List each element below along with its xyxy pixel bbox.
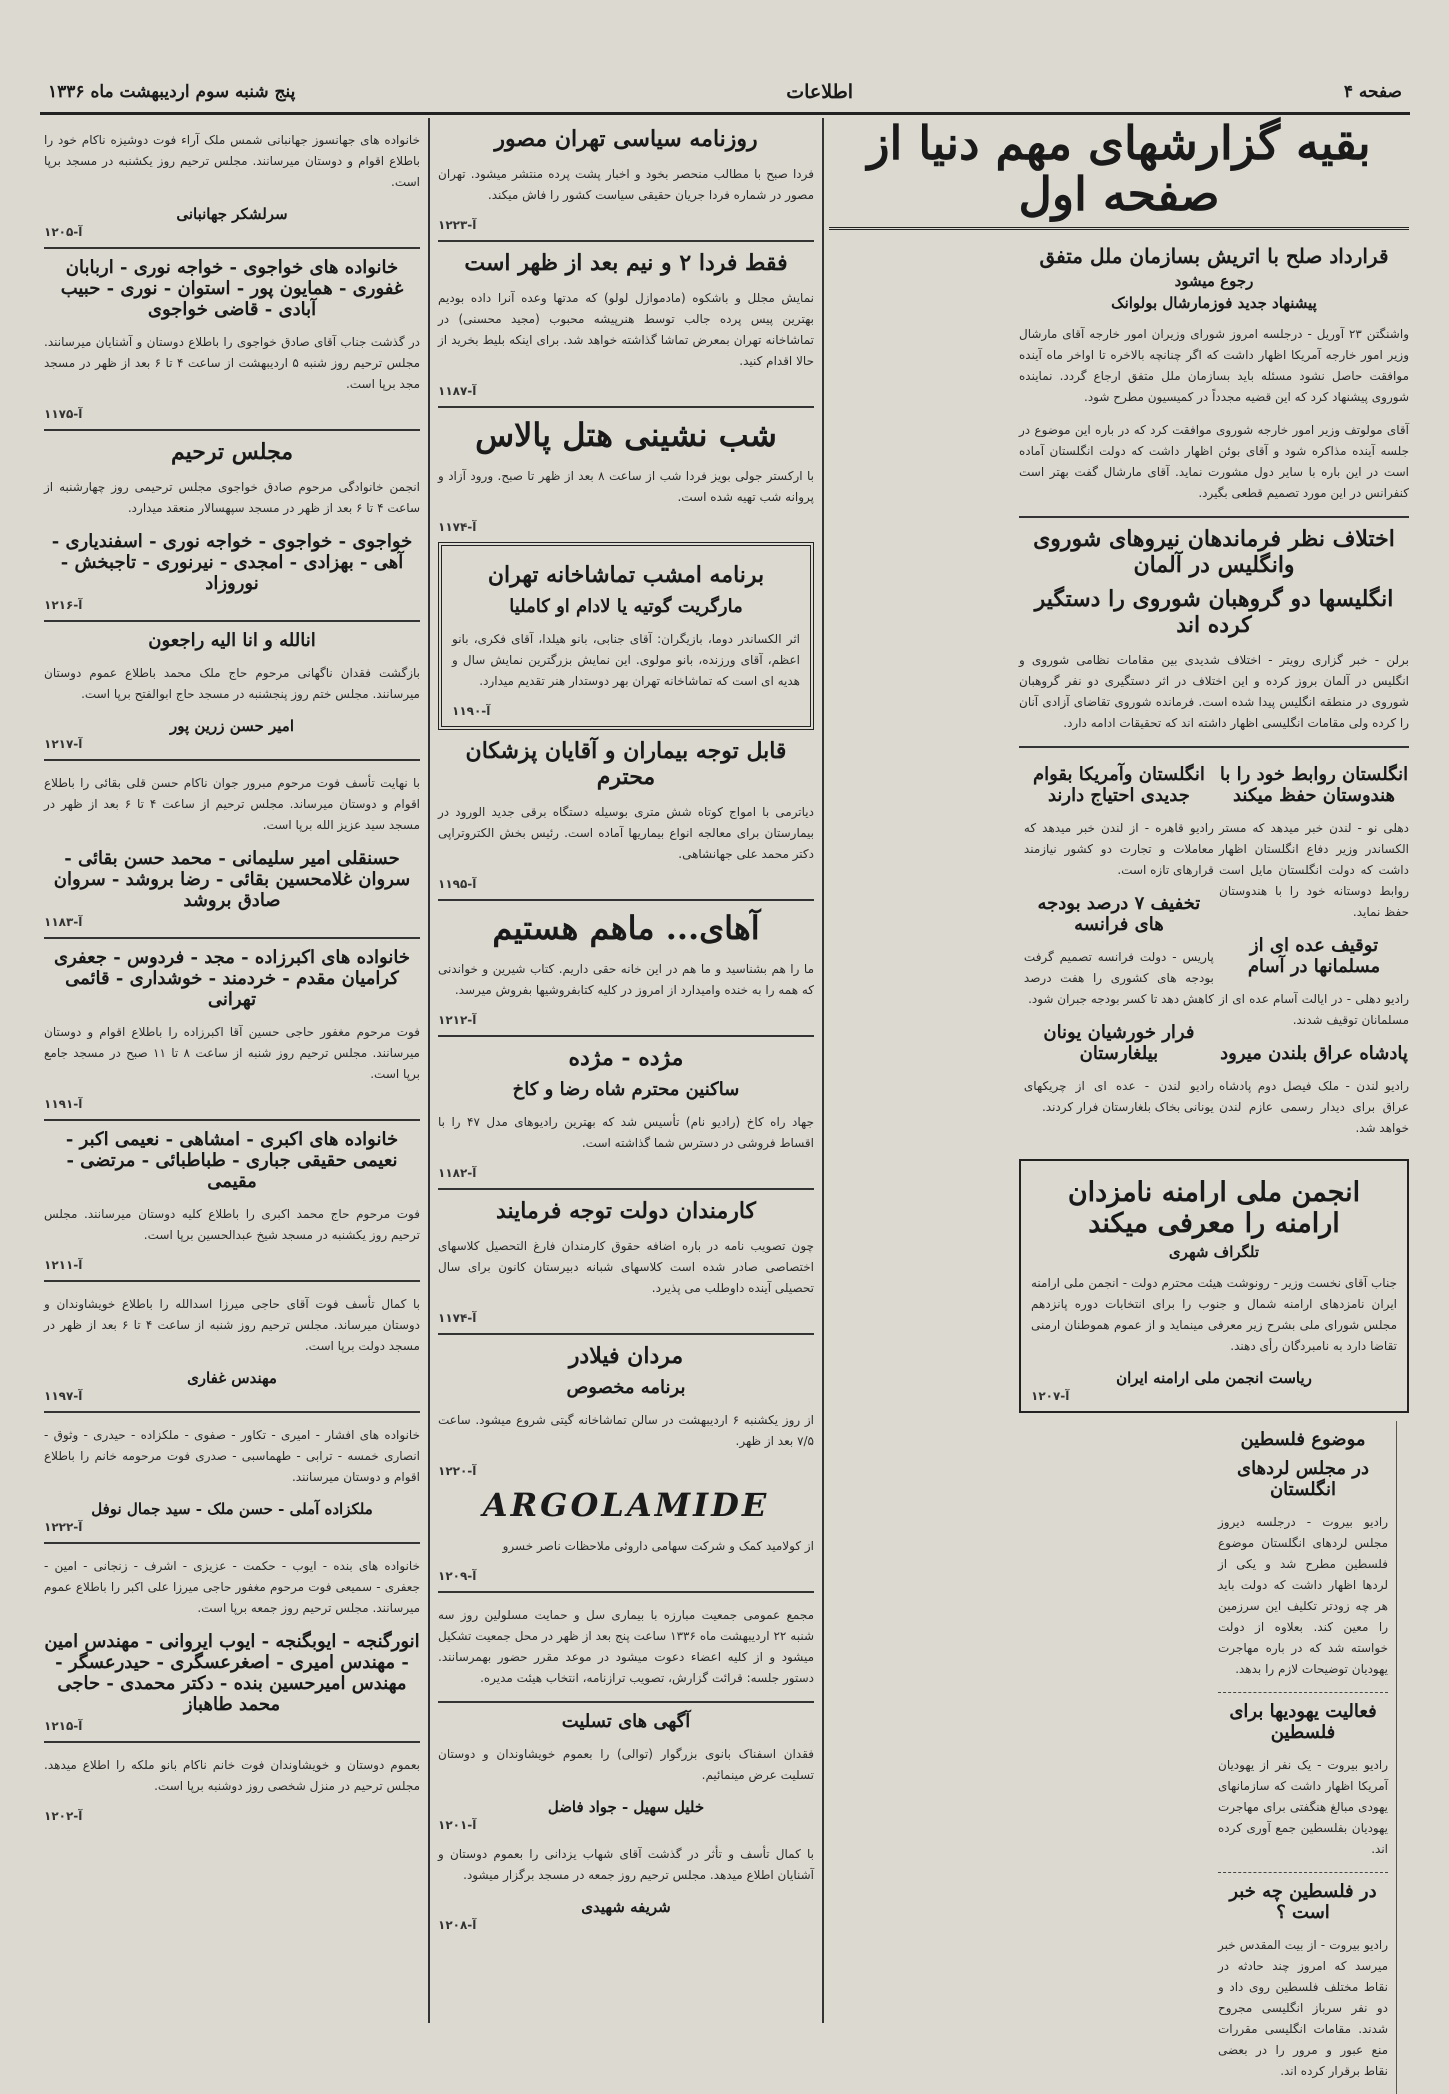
headline-palestine: موضوع فلسطین	[1240, 1429, 1366, 1451]
ad-text: نمایش مجلل و باشکوه (مادموازل لولو) که مدتها وعده آنرا داده بودیم بهترین پیس پرده جالب توسط هنرپیشه محبوب (مجید محسنی) در تماشاخانه تهران بمعرض تماشا گذاشته خواهد شد. برای اینکه بلیط بخرید از حالا اقدام کنید.	[438, 291, 814, 368]
divider	[44, 759, 420, 761]
divider	[44, 1542, 420, 1544]
article-text: پاریس - دولت فرانسه تصمیم گرفت بودجه های کشوری را هفت درصد کاهش دهد تا کسر بودجه جبران شود.	[1023, 950, 1214, 1007]
ad-title: قابل توجه بیماران و آقایان پزشکان محترم	[465, 738, 787, 790]
headline-sergeants-arrested: انگلیسها دو گروهبان شوروی را دستگیر کرده اند	[1034, 586, 1394, 639]
article-text: رادیو لندن - ملک فیصل دوم پادشاه عراق برای دیدار رسمی عازم لندن خواهد شد.	[1219, 1079, 1409, 1136]
divider	[1019, 746, 1409, 748]
obituary-families: خانواده های اکبری - امشاهی - نعیمی اکبر - نعیمی حقیقی جباری - طباطبائی - مرتضی - مقیمی	[65, 1129, 399, 1192]
ad-number: آ-۱۱۷۵	[44, 407, 83, 421]
ad-number: آ-۱۱۸۳	[44, 915, 83, 929]
ad-number: آ-۱۱۷۴	[438, 1311, 477, 1325]
ad-title: مژده - مژده	[568, 1045, 684, 1071]
ad-text: فقدان اسفناک بانوی بزرگوار (توالی) را بعموم خویشاوندان و دوستان تسلیت عرض مینمائیم.	[438, 1747, 814, 1782]
divider	[44, 1119, 420, 1121]
ad-text: از کولامید کمک و شرکت سهامی داروئی ملاحظات ناصر خسرو	[502, 1539, 814, 1553]
ad-number: آ-۱۲۰۲	[44, 1809, 83, 1823]
ad-subtitle: ساکنین محترم شاه رضا و کاخ	[512, 1079, 740, 1100]
ad-number: آ-۱۲۱۶	[44, 598, 83, 612]
obituary-block	[44, 1556, 420, 1733]
ad-text: فردا صبح با مطالب منحصر بخود و اخبار پشت پرده منتشر میشود. تهران مصور در شماره فردا جریان حقیقی سیاست کشور را فاش میکند.	[438, 167, 814, 202]
divider	[438, 1701, 814, 1703]
ad-number: آ-۱۲۲۳	[438, 218, 477, 232]
obituary-text: بعموم دوستان و خویشاوندان فوت خانم ناکام بانو ملکه را اطلاع میدهد. مجلس ترحیم در منزل شخصی روز دوشنبه برپا است.	[44, 1758, 420, 1793]
obituary-text: با کمال تأسف فوت آقای حاجی میرزا اسدالله را باطلاع خویشاوندان و دوستان میرساند. مجلس ترحیم روز شنبه از ساعت ۴ تا ۶ بعد از ظهر در مسجد دولت برپا است.	[44, 1297, 421, 1353]
ad-number: آ-۱۲۰۷	[1031, 1389, 1070, 1404]
ad-title: برنامه امشب تماشاخانه تهران	[487, 562, 765, 588]
obituary-signature: خواجوی - خواجوی - خواجه نوری - اسفندیاری - آهی - بهزادی - امجدی - نیرنوری - تاجبخش - نوروزاد	[51, 531, 413, 594]
ad-text: اثر الکساندر دوما، بازیگران: آقای جنابی، بانو هیلدا، آقای فکری، بانو اعظم، آقای ورزنده، بانو مولوی. این نمایش بزرگترین نمایش سال و هدیه ای است که تماشاخانه تهران بهر دوستدار هنر تقدیم میدارد.	[452, 632, 800, 688]
divider	[44, 429, 420, 431]
banner-headline: بقیه گزارشهای مهم دنیا از صفحه اول	[829, 118, 1409, 230]
obituary-signature: ملکزاده آملی - حسن ملک - سید جمال نوفل	[91, 1500, 373, 1518]
ad-signature: شریفه شهیدی	[581, 1898, 671, 1916]
obituary-title: مجلس ترحیم	[170, 439, 294, 465]
headline-france-budget: تخفیف ۷ درصد بودجه های فرانسه	[1037, 893, 1201, 936]
obituary-text: با نهایت تأسف فوت مرحوم مبرور جوان ناکام حسن قلی بقائی را باطلاع اقوام و دوستان میرساند. مجلس ترحیم از ساعت ۴ تا ۶ بعد از ظهر در مسجد سید عزیز الله برپا است.	[44, 776, 421, 832]
ad-number: آ-۱۲۱۵	[44, 1719, 83, 1733]
page-label: صفحه ۴	[1343, 82, 1402, 102]
ad-subtitle: برنامه مخصوص	[566, 1377, 686, 1398]
divider	[1218, 1692, 1388, 1693]
ad-block	[438, 1844, 814, 1932]
ad-text: چون تصویب نامه در باره اضافه حقوق کارمندان فارغ التحصیل کلاسهای اختصاصی صادر شده است کلاسهای شبانه دبیرستان کانون برای سال تحصیلی آینده داوطلب می پذیرد.	[438, 1239, 814, 1295]
obituary-block	[44, 773, 420, 929]
ad-block	[438, 1486, 814, 1583]
ad-block	[438, 1711, 814, 1832]
headline-armenian-council: انجمن ملی ارامنه نامزدان ارامنه را معرفی میکند	[1067, 1177, 1361, 1240]
obituary-families: خانواده های خواجوی - خواجه نوری - اربابان غفوری - همایون پور - استوان - نوری - حبیب آبادی - قاضی خواجوی	[60, 257, 404, 320]
obituary-families: خانواده های اکبرزاده - مجد - فردوس - جعفری کرامیان مقدم - خردمند - خوشداری - قائمی تهرانی	[54, 947, 410, 1010]
divider	[438, 1591, 814, 1593]
ad-text: با کمال تأسف و تأثر در گذشت آقای شهاب یزدانی را بعموم دوستان و آشنایان اطلاع میدهد. مجلس ترحیم روز جمعه در مسجد برگزار میشود.	[438, 1847, 814, 1882]
ad-number: آ-۱۲۰۱	[438, 1818, 477, 1832]
obituary-signature: انورگنجه - ایوبگنجه - ایوب ایروانی - مهندس امین - مهندس امیری - اصغرعسگری - حیدرعسگر - مهندس امیرحسین بنده - دکتر محمدی - حاجی محمد طاهباز	[44, 1631, 420, 1715]
ad-number: آ-۱۲۱۲	[438, 1013, 477, 1027]
ad-number: آ-۱۱۹۱	[44, 1097, 83, 1111]
ad-text: جهاد راه کاخ (رادیو نام) تأسیس شد که بهترین رادیوهای مدل ۴۷ را با اقساط فروشی در دسترس شما گذاشته است.	[438, 1115, 814, 1150]
ad-number: آ-۱۱۸۲	[438, 1166, 477, 1180]
ad-text: از روز یکشنبه ۶ اردیبهشت در سالن تماشاخانه گیتی شروع میشود. ساعت ۷/۵ بعد از ظهر.	[438, 1413, 814, 1448]
ad-block	[438, 416, 814, 534]
obituary-block	[44, 439, 420, 612]
headline-greek-guerrillas: فرار خورشیان یونان بیلغارستان	[1043, 1022, 1195, 1065]
paper-name: اطلاعات	[786, 81, 853, 103]
news-subcolumn-left	[1024, 756, 1214, 1130]
divider	[438, 899, 814, 901]
obituary-block	[44, 1755, 420, 1823]
obituary-block	[44, 130, 420, 239]
obituary-text: در گذشت جناب آقای صادق خواجوی را باطلاع دوستان و آشنایان میرسانند. مجلس ترحیم روز شنبه ۵ اردیبهشت از ساعت ۴ تا ۶ بعد از ظهر در مسجد مجد برپا است.	[44, 335, 421, 391]
ad-number: آ-۱۲۲۲	[44, 1520, 83, 1534]
divider	[44, 247, 420, 249]
divider	[44, 1411, 420, 1413]
column-rule	[822, 118, 824, 2023]
obituary-signature: مهندس غفاری	[187, 1369, 277, 1387]
ad-title: آگهی های تسلیت	[561, 1711, 691, 1732]
article-text: رادیو قاهره - از لندن خبر میدهد که معاملات و تجارت دو کشور نیازمند قرارهای تازه است.	[1023, 821, 1214, 878]
obituary-text: خانواده های جهانسوز جهانبانی شمس ملک آراء فوت دوشیزه ناکام خود را باطلاع اقوام و دوستان میرسانند. مجلس ترحیم روز یکشنبه در مسجد برپا است.	[44, 133, 420, 189]
main-news-body	[1019, 240, 1409, 1421]
divider	[1019, 516, 1409, 518]
ad-title: آهای... ماهم هستیم	[492, 909, 760, 947]
ad-text: دیاترمی با امواج کوتاه شش متری بوسیله دستگاه برقی جدید الورود در بیمارستان برای معالجه انواع بیماریها آماده است. رئیس بخش الکتروتراپی دکتر محمد علی جهانشاهی.	[438, 805, 814, 861]
divider	[44, 937, 420, 939]
telegram-label: تلگراف شهری	[1168, 1243, 1260, 1262]
article-text: رادیو دهلی - در ایالت آسام عده ای از مسلمانان توقیف شدند.	[1219, 992, 1409, 1028]
obituary-text: انجمن خانوادگی مرحوم صادق خواجوی مجلس ترحیمی روز چهارشنبه از ساعت ۴ تا ۶ بعد از ظهر در مسجد سپهسالار منعقد میدارد.	[44, 480, 420, 515]
divider	[438, 240, 814, 242]
obituary-block	[44, 1425, 420, 1534]
obituary-block	[44, 1294, 420, 1403]
divider	[1218, 1872, 1388, 1873]
headline-austria-treaty: قرارداد صلح با اتریش بسازمان ملل متفق	[1039, 244, 1389, 269]
ad-number: آ-۱۲۱۷	[44, 737, 83, 751]
date-line: پنج شنبه سوم اردیبهشت ماه ۱۳۳۶	[48, 82, 296, 102]
obituary-signature: سرلشکر جهانبانی	[176, 205, 288, 223]
article-text: جناب آقای نخست وزیر - رونوشت هیئت محترم دولت - انجمن ملی ارامنه ایران نامزدهای ارامنه شمال و جنوب را برای انتخابات دوره پانزدهم مجلس شورای ملی بشرح زیر معرفی مینماید و از عموم هموطنان ارمنی تقاضا دارد به نامبردگان رأی دهند.	[1031, 1276, 1397, 1354]
article-text: برلن - خبر گزاری رویتر - اختلاف شدیدی بین مقامات نظامی شوروی و انگلیس در آلمان بروز کرده و این اختلاف در اثر دستگیری دو نفر گروهبان شوروی در منطقه انگلیس پیدا شده است. فرمانده شوروی تقاضای آزادی آنان را کرده ولی مقامات انگلیسی اظهار داشته اند که تحقیقات ادامه دارد.	[1019, 653, 1409, 731]
ad-block	[438, 250, 814, 398]
masthead	[40, 72, 1410, 115]
obituaries-column	[44, 118, 420, 2023]
ad-title: فقط فردا ۲ و نیم بعد از ظهر است	[464, 250, 788, 276]
obituary-text: فوت مرحوم حاج محمد اکبری را باطلاع کلیه دوستان میرسانند. مجلس ترحیم روز یکشنبه در مسجد شیخ عبدالحسین برپا است.	[44, 1207, 420, 1242]
headline-palestine-news: در فلسطین چه خبر است ؟	[1229, 1881, 1377, 1924]
headline-germany-dispute: اختلاف نظر فرماندهان نیروهای شوروی وانگلیس در آلمان	[1033, 526, 1395, 579]
article-text: رادیو لندن - عده ای از چریکهای یونانی بخاک بلغارستان فرار کردند.	[1023, 1079, 1214, 1115]
ads-column	[438, 118, 814, 2023]
divider	[44, 620, 420, 622]
obituary-text: بازگشت فقدان ناگهانی مرحوم حاج ملک محمد باطلاع عموم دوستان میرسانند. مجلس ختم روز پنجشنبه در مسجد حاج ابوالفتح برپا است.	[44, 666, 420, 701]
ad-title: شب نشینی هتل پالاس	[475, 416, 777, 454]
main-news-column	[829, 116, 1409, 2079]
ad-block	[438, 1343, 814, 1478]
obituary-text: فوت مرحوم مغفور حاجی حسین آقا اکبرزاده را باطلاع اقوام و دوستان میرسانند. مجلس ترحیم روز شنبه از ساعت ۸ تا ۱۱ صبح در مسجد جامع برپا است.	[44, 1025, 420, 1081]
article-text: واشنگتن ۲۳ آوریل - درجلسه امروز شورای وزیران امور خارجه آقای مارشال وزیر امور خارجه آمریکا اظهار داشت که اگر چنانچه بالاخره تا اواخر ماه آینده موافقت حاصل نشود مسئله باید بسازمان ملل متفق ارجاع گردد. نماینده شوروی پیشنهاد کرد که این قضیه مجدداً در کمیسیون مطرح شود.	[1019, 327, 1409, 405]
ad-title: مردان فیلادر	[568, 1343, 684, 1369]
armenian-notice-box	[1019, 1159, 1409, 1413]
ad-text: ما را هم بشناسید و ما هم در این خانه حقی داریم. کتاب شیرین و خواندنی که همه را به خنده وامیدارد از امروز در کلیه کتابفروشیها بفروش میرسد.	[438, 962, 814, 997]
ad-title: کارمندان دولت توجه فرمایند	[495, 1198, 757, 1224]
article-text: رادیو بیروت - از بیت المقدس خبر میرسد که امروز چند حادثه در نقاط مختلف فلسطین روی داد و دو نفر سرباز انگلیسی مجروح شدند. مقامات انگلیسی مقررات منع عبور و مرور را در بعضی نقاط برقرار کرده اند.	[1218, 1938, 1388, 2079]
ad-number: آ-۱۲۰۸	[438, 1918, 477, 1932]
divider	[44, 1741, 420, 1743]
ad-block	[438, 738, 814, 891]
headline-marshall-proposal: پیشنهاد جدید فوزمارشال بولوانک	[1111, 294, 1317, 313]
headline-us-uk-trade: انگلستان وآمریکا بقوام جدیدی احتیاج دارند	[1032, 764, 1205, 807]
theater-program-box	[438, 542, 814, 730]
obituary-text: خانواده های افشار - امیری - تکاور - صفوی - ملکزاده - حیدری - وثوق - انصاری خمسه - ترابی - طهماسبی - صدری فوت مرحومه خانم را باطلاع اقوام و دوستان میرسانند.	[44, 1428, 420, 1484]
divider	[438, 1035, 814, 1037]
article-text: رادیو بیروت - یک نفر از یهودیان آمریکا اظهار داشت که سازمانهای یهودی مبالغ هنگفتی برای مهاجرت یهودیان بفلسطین جمع آوری کرده اند.	[1218, 1758, 1388, 1857]
ad-block	[438, 1045, 814, 1180]
divider	[438, 1188, 814, 1190]
article-text: آقای مولوتف وزیر امور خارجه شوروی موافقت کرد که در باره این موضوع در جلسه آینده مذاکره شود و آقای بوئن اظهار داشت که دولت انگلستان آماده است در این باره با سایر دول مشورت نماید. آقای مارشال گفت بهتر است کنفرانس در این مورد تصمیم قطعی بگیرد.	[1019, 423, 1409, 501]
divider	[438, 406, 814, 408]
notice-signature: ریاست انجمن ملی ارامنه ایران	[1116, 1369, 1312, 1388]
ad-number: آ-۱۱۸۷	[438, 384, 477, 398]
obituary-block	[44, 630, 420, 751]
column-rule	[428, 118, 430, 2023]
ad-number: آ-۱۱۷۴	[438, 520, 477, 534]
ad-number: آ-۱۲۱۱	[44, 1258, 83, 1272]
headline-austria-treaty-2: رجوع میشود	[1174, 272, 1254, 291]
ad-subtitle: مارگریت گوتیه یا لادام او کاملیا	[509, 596, 743, 617]
article-text: رادیو بیروت - درجلسه دیروز مجلس لردهای انگلستان موضوع فلسطین مطرح شد و یکی از لردها اظهار داشت که دولت باید هر چه زودتر تکلیف این سرزمین را معین کند. بعلاوه از دولت خواسته شد که در باره مهاجرت یهودیان توضیحات لازم را بدهد.	[1218, 1515, 1388, 1677]
obituary-signature: امیر حسن زرین پور	[170, 717, 294, 735]
ad-number: آ-۱۲۲۰	[438, 1464, 477, 1478]
headline-lords: در مجلس لردهای انگلستان	[1237, 1458, 1369, 1501]
obituary-block	[44, 1129, 420, 1272]
obituary-text: خانواده های بنده - ایوب - حکمت - عزیزی - اشرف - زنجانی - امین - جعفری - سمیعی فوت مرحوم مغفور حاجی میرزا علی اکبر را باطلاع عموم میرسانند. مجلس ترحیم روز جمعه برپا است.	[44, 1559, 420, 1615]
obituary-block	[44, 947, 420, 1111]
headline-iraq-king: پادشاه عراق بلندن میرود	[1220, 1043, 1408, 1065]
ad-text: مجمع عمومی جمعیت مبارزه با بیماری سل و حمایت مسلولین روز سه شنبه ۲۲ اردیبهشت ماه ۱۳۳۶ ساعت پنج بعد از ظهر در محل جمعیت تشکیل میشود و از کلیه اعضاء دعوت میشود در موعد مقرر حضور بهمرسانند. دستور جلسه: قرائت گزارش، تصویب ترازنامه، انتخاب هیئت مدیره.	[438, 1608, 814, 1685]
headline-assam-arrests: توقیف عده ای از مسلمانها در آسام	[1247, 935, 1381, 978]
ad-text: با ارکستر جولی بویز فردا شب از ساعت ۸ بعد از ظهر تا صبح. ورود آزاد و پروانه شب تهیه شده است.	[438, 469, 814, 504]
palestine-subcolumn	[1218, 1421, 1397, 2094]
divider	[438, 1333, 814, 1335]
ad-number: آ-۱۲۰۹	[438, 1569, 477, 1583]
obituary-title: انالله و انا الیه راجعون	[148, 630, 316, 651]
ad-number: آ-۱۱۹۷	[44, 1389, 83, 1403]
ad-block	[438, 1605, 814, 1689]
obituary-signature: حسنقلی امیر سلیمانی - محمد حسن بقائی - سروان غلامحسین بقائی - رضا بروشد - سروان صادق بروشد	[53, 848, 411, 911]
news-subcolumn-right	[1219, 756, 1409, 1151]
ad-number: آ-۱۱۹۰	[452, 704, 491, 718]
headline-jewish-activity: فعالیت یهودیها برای فلسطین	[1229, 1701, 1377, 1744]
divider	[44, 1280, 420, 1282]
ad-block	[438, 126, 814, 232]
ad-block	[438, 1198, 814, 1325]
obituary-block	[44, 257, 420, 421]
ad-signature: خلیل سهیل - جواد فاضل	[547, 1798, 705, 1816]
headline-india-relations: انگلستان روابط خود را با هندوستان حفظ میکند	[1219, 764, 1409, 807]
ad-number: آ-۱۱۹۵	[438, 877, 477, 891]
article-text: دهلی نو - لندن خبر میدهد که مستر الکساندر وزیر دفاع انگلستان اظهار داشت که دولت انگلستان مایل است روابط دوستانه خود را با هندوستان حفظ نماید.	[1219, 821, 1409, 920]
ad-title: ARGOLAMIDE	[482, 1486, 770, 1524]
ad-number: آ-۱۲۰۵	[44, 225, 83, 239]
ad-block	[438, 909, 814, 1027]
ad-title: روزنامه سیاسی تهران مصور	[494, 126, 758, 152]
